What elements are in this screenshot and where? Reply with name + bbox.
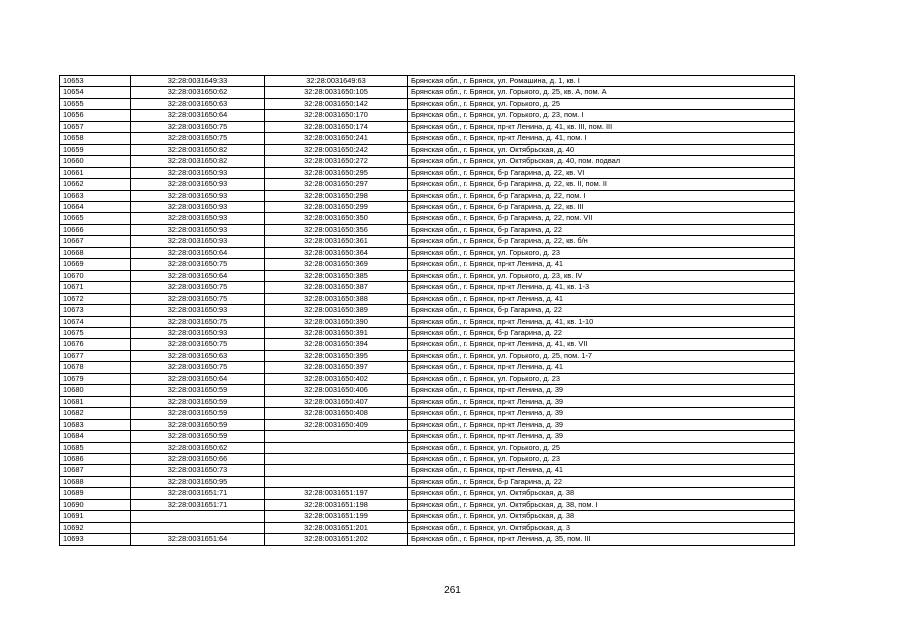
- object-cadastral-number-cell: 32:28:0031650:242: [265, 144, 408, 155]
- cadastral-number-cell: 32:28:0031650:93: [131, 167, 265, 178]
- row-number-cell: 10665: [60, 213, 131, 224]
- object-cadastral-number-cell: 32:28:0031650:395: [265, 350, 408, 361]
- address-cell: Брянская обл., г. Брянск, б-р Гагарина, д. 22, кв. VI: [408, 167, 795, 178]
- object-cadastral-number-cell: 32:28:0031650:402: [265, 373, 408, 384]
- table-row: [60, 156, 795, 167]
- object-cadastral-number-cell: 32:28:0031650:408: [265, 408, 408, 419]
- table-row: [60, 373, 795, 384]
- row-number-cell: 10663: [60, 190, 131, 201]
- row-number-cell: 10671: [60, 282, 131, 293]
- row-number-cell: 10669: [60, 259, 131, 270]
- cadastral-number-cell: 32:28:0031650:75: [131, 133, 265, 144]
- address-cell: Брянская обл., г. Брянск, ул. Горького, д. 25: [408, 98, 795, 109]
- cadastral-number-cell: 32:28:0031650:66: [131, 453, 265, 464]
- table-row: [60, 442, 795, 453]
- page-number: 261: [444, 585, 461, 596]
- cadastral-number-cell: 32:28:0031650:59: [131, 431, 265, 442]
- row-number-cell: 10688: [60, 476, 131, 487]
- address-cell: Брянская обл., г. Брянск, пр-кт Ленина, д. 41, пом. I: [408, 133, 795, 144]
- row-number-cell: 10653: [60, 76, 131, 87]
- row-number-cell: 10673: [60, 305, 131, 316]
- row-number-cell: 10672: [60, 293, 131, 304]
- table-row: [60, 293, 795, 304]
- row-number-cell: 10679: [60, 373, 131, 384]
- row-number-cell: 10675: [60, 327, 131, 338]
- address-cell: Брянская обл., г. Брянск, ул. Горького, д. 23: [408, 247, 795, 258]
- row-number-cell: 10662: [60, 179, 131, 190]
- object-cadastral-number-cell: 32:28:0031650:356: [265, 224, 408, 235]
- table-row: [60, 110, 795, 121]
- address-cell: Брянская обл., г. Брянск, пр-кт Ленина, д. 41: [408, 362, 795, 373]
- row-number-cell: 10670: [60, 270, 131, 281]
- address-cell: Брянская обл., г. Брянск, пр-кт Ленина, д. 41, кв. 1-3: [408, 282, 795, 293]
- table-row: [60, 76, 795, 87]
- table-row: [60, 247, 795, 258]
- cadastral-number-cell: 32:28:0031650:93: [131, 201, 265, 212]
- object-cadastral-number-cell: 32:28:0031651:202: [265, 534, 408, 545]
- row-number-cell: 10691: [60, 511, 131, 522]
- cadastral-number-cell: 32:28:0031650:93: [131, 179, 265, 190]
- address-cell: Брянская обл., г. Брянск, б-р Гагарина, д. 22, кв. III: [408, 201, 795, 212]
- cadastral-number-cell: 32:28:0031650:93: [131, 190, 265, 201]
- address-cell: Брянская обл., г. Брянск, ул. Горького, д. 25, пом. 1-7: [408, 350, 795, 361]
- address-cell: Брянская обл., г. Брянск, пр-кт Ленина, д. 39: [408, 408, 795, 419]
- address-cell: Брянская обл., г. Брянск, ул. Горького, д. 25, кв. А, пом. А: [408, 87, 795, 98]
- table-row: [60, 316, 795, 327]
- address-cell: Брянская обл., г. Брянск, ул. Октябрьская, д. 38, пом. I: [408, 499, 795, 510]
- cadastral-number-cell: 32:28:0031650:75: [131, 316, 265, 327]
- cadastral-number-cell: 32:28:0031650:75: [131, 121, 265, 132]
- object-cadastral-number-cell: 32:28:0031650:361: [265, 236, 408, 247]
- cadastral-number-cell: 32:28:0031650:95: [131, 476, 265, 487]
- table-row: [60, 465, 795, 476]
- address-cell: Брянская обл., г. Брянск, б-р Гагарина, д. 22, пом. VII: [408, 213, 795, 224]
- object-cadastral-number-cell: 32:28:0031650:272: [265, 156, 408, 167]
- address-cell: Брянская обл., г. Брянск, ул. Октябрьская, д. 40, пом. подвал: [408, 156, 795, 167]
- row-number-cell: 10659: [60, 144, 131, 155]
- table-row: [60, 224, 795, 235]
- address-cell: Брянская обл., г. Брянск, ул. Горького, д. 23: [408, 373, 795, 384]
- row-number-cell: 10676: [60, 339, 131, 350]
- object-cadastral-number-cell: 32:28:0031650:295: [265, 167, 408, 178]
- object-cadastral-number-cell: 32:28:0031651:199: [265, 511, 408, 522]
- address-cell: Брянская обл., г. Брянск, пр-кт Ленина, д. 35, пом. III: [408, 534, 795, 545]
- address-cell: Брянская обл., г. Брянск, ул. Октябрьская, д. 38: [408, 488, 795, 499]
- object-cadastral-number-cell: 32:28:0031650:170: [265, 110, 408, 121]
- object-cadastral-number-cell: 32:28:0031649:63: [265, 76, 408, 87]
- table-row: [60, 305, 795, 316]
- table-row: [60, 385, 795, 396]
- registry-table: [59, 75, 795, 546]
- table-row: [60, 396, 795, 407]
- table-row: [60, 190, 795, 201]
- cadastral-number-cell: 32:28:0031650:93: [131, 327, 265, 338]
- object-cadastral-number-cell: 32:28:0031650:299: [265, 201, 408, 212]
- row-number-cell: 10654: [60, 87, 131, 98]
- row-number-cell: 10677: [60, 350, 131, 361]
- cadastral-number-cell: 32:28:0031650:75: [131, 259, 265, 270]
- cadastral-number-cell: [131, 511, 265, 522]
- address-cell: Брянская обл., г. Брянск, ул. Горького, д. 23, пом. I: [408, 110, 795, 121]
- table-row: [60, 213, 795, 224]
- object-cadastral-number-cell: 32:28:0031650:241: [265, 133, 408, 144]
- row-number-cell: 10656: [60, 110, 131, 121]
- table-row: [60, 362, 795, 373]
- table-row: [60, 179, 795, 190]
- cadastral-number-cell: 32:28:0031650:62: [131, 87, 265, 98]
- object-cadastral-number-cell: 32:28:0031651:197: [265, 488, 408, 499]
- cadastral-number-cell: 32:28:0031650:82: [131, 144, 265, 155]
- cadastral-number-cell: 32:28:0031651:71: [131, 488, 265, 499]
- cadastral-number-cell: 32:28:0031650:64: [131, 373, 265, 384]
- cadastral-number-cell: 32:28:0031650:64: [131, 270, 265, 281]
- cadastral-number-cell: 32:28:0031650:75: [131, 282, 265, 293]
- object-cadastral-number-cell: [265, 442, 408, 453]
- table-row: [60, 488, 795, 499]
- table-row: [60, 511, 795, 522]
- cadastral-number-cell: 32:28:0031650:63: [131, 350, 265, 361]
- row-number-cell: 10685: [60, 442, 131, 453]
- object-cadastral-number-cell: 32:28:0031650:174: [265, 121, 408, 132]
- object-cadastral-number-cell: 32:28:0031650:142: [265, 98, 408, 109]
- address-cell: Брянская обл., г. Брянск, б-р Гагарина, д. 22: [408, 305, 795, 316]
- object-cadastral-number-cell: 32:28:0031650:407: [265, 396, 408, 407]
- address-cell: Брянская обл., г. Брянск, пр-кт Ленина, д. 39: [408, 396, 795, 407]
- table-row: [60, 236, 795, 247]
- table-row: [60, 133, 795, 144]
- object-cadastral-number-cell: [265, 476, 408, 487]
- row-number-cell: 10687: [60, 465, 131, 476]
- row-number-cell: 10692: [60, 522, 131, 533]
- object-cadastral-number-cell: 32:28:0031650:297: [265, 179, 408, 190]
- table-row: [60, 201, 795, 212]
- cadastral-number-cell: 32:28:0031650:59: [131, 419, 265, 430]
- cadastral-number-cell: [131, 522, 265, 533]
- row-number-cell: 10689: [60, 488, 131, 499]
- table-row: [60, 87, 795, 98]
- address-cell: Брянская обл., г. Брянск, б-р Гагарина, д. 22, пом. I: [408, 190, 795, 201]
- cadastral-number-cell: 32:28:0031650:75: [131, 362, 265, 373]
- object-cadastral-number-cell: 32:28:0031650:391: [265, 327, 408, 338]
- address-cell: Брянская обл., г. Брянск, пр-кт Ленина, д. 41: [408, 259, 795, 270]
- object-cadastral-number-cell: 32:28:0031650:385: [265, 270, 408, 281]
- address-cell: Брянская обл., г. Брянск, ул. Горького, д. 23, кв. IV: [408, 270, 795, 281]
- object-cadastral-number-cell: 32:28:0031650:387: [265, 282, 408, 293]
- object-cadastral-number-cell: [265, 465, 408, 476]
- row-number-cell: 10674: [60, 316, 131, 327]
- address-cell: Брянская обл., г. Брянск, пр-кт Ленина, д. 39: [408, 385, 795, 396]
- object-cadastral-number-cell: 32:28:0031650:406: [265, 385, 408, 396]
- row-number-cell: 10686: [60, 453, 131, 464]
- table-row: [60, 282, 795, 293]
- row-number-cell: 10680: [60, 385, 131, 396]
- row-number-cell: 10678: [60, 362, 131, 373]
- address-cell: Брянская обл., г. Брянск, ул. Горького, д. 23: [408, 453, 795, 464]
- table-row: [60, 98, 795, 109]
- address-cell: Брянская обл., г. Брянск, б-р Гагарина, д. 22, кв. II, пом. II: [408, 179, 795, 190]
- row-number-cell: 10683: [60, 419, 131, 430]
- address-cell: Брянская обл., г. Брянск, б-р Гагарина, д. 22, кв. б/н: [408, 236, 795, 247]
- object-cadastral-number-cell: 32:28:0031650:397: [265, 362, 408, 373]
- row-number-cell: 10657: [60, 121, 131, 132]
- address-cell: Брянская обл., г. Брянск, пр-кт Ленина, д. 39: [408, 419, 795, 430]
- cadastral-number-cell: 32:28:0031650:59: [131, 408, 265, 419]
- table-row: [60, 476, 795, 487]
- object-cadastral-number-cell: 32:28:0031650:364: [265, 247, 408, 258]
- row-number-cell: 10655: [60, 98, 131, 109]
- object-cadastral-number-cell: [265, 431, 408, 442]
- cadastral-number-cell: 32:28:0031649:33: [131, 76, 265, 87]
- cadastral-number-cell: 32:28:0031650:64: [131, 110, 265, 121]
- row-number-cell: 10661: [60, 167, 131, 178]
- cadastral-number-cell: 32:28:0031650:59: [131, 396, 265, 407]
- registry-table-body: [60, 76, 795, 546]
- row-number-cell: 10668: [60, 247, 131, 258]
- row-number-cell: 10658: [60, 133, 131, 144]
- row-number-cell: 10667: [60, 236, 131, 247]
- address-cell: Брянская обл., г. Брянск, б-р Гагарина, д. 22: [408, 476, 795, 487]
- table-row: [60, 419, 795, 430]
- address-cell: Брянская обл., г. Брянск, пр-кт Ленина, д. 41: [408, 465, 795, 476]
- table-row: [60, 144, 795, 155]
- cadastral-number-cell: 32:28:0031650:63: [131, 98, 265, 109]
- address-cell: Брянская обл., г. Брянск, пр-кт Ленина, д. 41: [408, 293, 795, 304]
- cadastral-number-cell: 32:28:0031650:82: [131, 156, 265, 167]
- address-cell: Брянская обл., г. Брянск, пр-кт Ленина, д. 41, кв. 1-10: [408, 316, 795, 327]
- address-cell: Брянская обл., г. Брянск, ул. Горького, д. 25: [408, 442, 795, 453]
- address-cell: Брянская обл., г. Брянск, ул. Ромашина, д. 1, кв. I: [408, 76, 795, 87]
- table-row: [60, 350, 795, 361]
- row-number-cell: 10690: [60, 499, 131, 510]
- object-cadastral-number-cell: 32:28:0031650:105: [265, 87, 408, 98]
- address-cell: Брянская обл., г. Брянск, ул. Октябрьская, д. 3: [408, 522, 795, 533]
- table-row: [60, 431, 795, 442]
- object-cadastral-number-cell: 32:28:0031650:350: [265, 213, 408, 224]
- table-row: [60, 259, 795, 270]
- cadastral-number-cell: 32:28:0031650:64: [131, 247, 265, 258]
- address-cell: Брянская обл., г. Брянск, ул. Октябрьская, д. 38: [408, 511, 795, 522]
- object-cadastral-number-cell: 32:28:0031650:390: [265, 316, 408, 327]
- table-row: [60, 408, 795, 419]
- object-cadastral-number-cell: 32:28:0031650:369: [265, 259, 408, 270]
- table-row: [60, 167, 795, 178]
- address-cell: Брянская обл., г. Брянск, б-р Гагарина, д. 22: [408, 327, 795, 338]
- cadastral-number-cell: 32:28:0031651:64: [131, 534, 265, 545]
- row-number-cell: 10682: [60, 408, 131, 419]
- object-cadastral-number-cell: 32:28:0031650:394: [265, 339, 408, 350]
- table-row: [60, 522, 795, 533]
- object-cadastral-number-cell: 32:28:0031650:389: [265, 305, 408, 316]
- table-row: [60, 534, 795, 545]
- object-cadastral-number-cell: 32:28:0031650:388: [265, 293, 408, 304]
- address-cell: Брянская обл., г. Брянск, б-р Гагарина, д. 22: [408, 224, 795, 235]
- row-number-cell: 10664: [60, 201, 131, 212]
- cadastral-number-cell: 32:28:0031650:73: [131, 465, 265, 476]
- object-cadastral-number-cell: 32:28:0031651:201: [265, 522, 408, 533]
- object-cadastral-number-cell: [265, 453, 408, 464]
- address-cell: Брянская обл., г. Брянск, ул. Октябрьская, д. 40: [408, 144, 795, 155]
- object-cadastral-number-cell: 32:28:0031650:298: [265, 190, 408, 201]
- cadastral-number-cell: 32:28:0031650:75: [131, 339, 265, 350]
- cadastral-number-cell: 32:28:0031650:75: [131, 293, 265, 304]
- cadastral-number-cell: 32:28:0031650:93: [131, 236, 265, 247]
- table-row: [60, 270, 795, 281]
- row-number-cell: 10666: [60, 224, 131, 235]
- cadastral-number-cell: 32:28:0031650:93: [131, 305, 265, 316]
- cadastral-number-cell: 32:28:0031650:59: [131, 385, 265, 396]
- address-cell: Брянская обл., г. Брянск, пр-кт Ленина, д. 41, кв. III, пом. III: [408, 121, 795, 132]
- row-number-cell: 10660: [60, 156, 131, 167]
- object-cadastral-number-cell: 32:28:0031650:409: [265, 419, 408, 430]
- row-number-cell: 10693: [60, 534, 131, 545]
- table-row: [60, 327, 795, 338]
- address-cell: Брянская обл., г. Брянск, пр-кт Ленина, д. 39: [408, 431, 795, 442]
- table-row: [60, 339, 795, 350]
- cadastral-number-cell: 32:28:0031650:93: [131, 224, 265, 235]
- table-row: [60, 121, 795, 132]
- cadastral-number-cell: 32:28:0031650:62: [131, 442, 265, 453]
- cadastral-number-cell: 32:28:0031651:71: [131, 499, 265, 510]
- address-cell: Брянская обл., г. Брянск, пр-кт Ленина, д. 41, кв. VII: [408, 339, 795, 350]
- row-number-cell: 10681: [60, 396, 131, 407]
- table-row: [60, 453, 795, 464]
- row-number-cell: 10684: [60, 431, 131, 442]
- object-cadastral-number-cell: 32:28:0031651:198: [265, 499, 408, 510]
- table-row: [60, 499, 795, 510]
- cadastral-number-cell: 32:28:0031650:93: [131, 213, 265, 224]
